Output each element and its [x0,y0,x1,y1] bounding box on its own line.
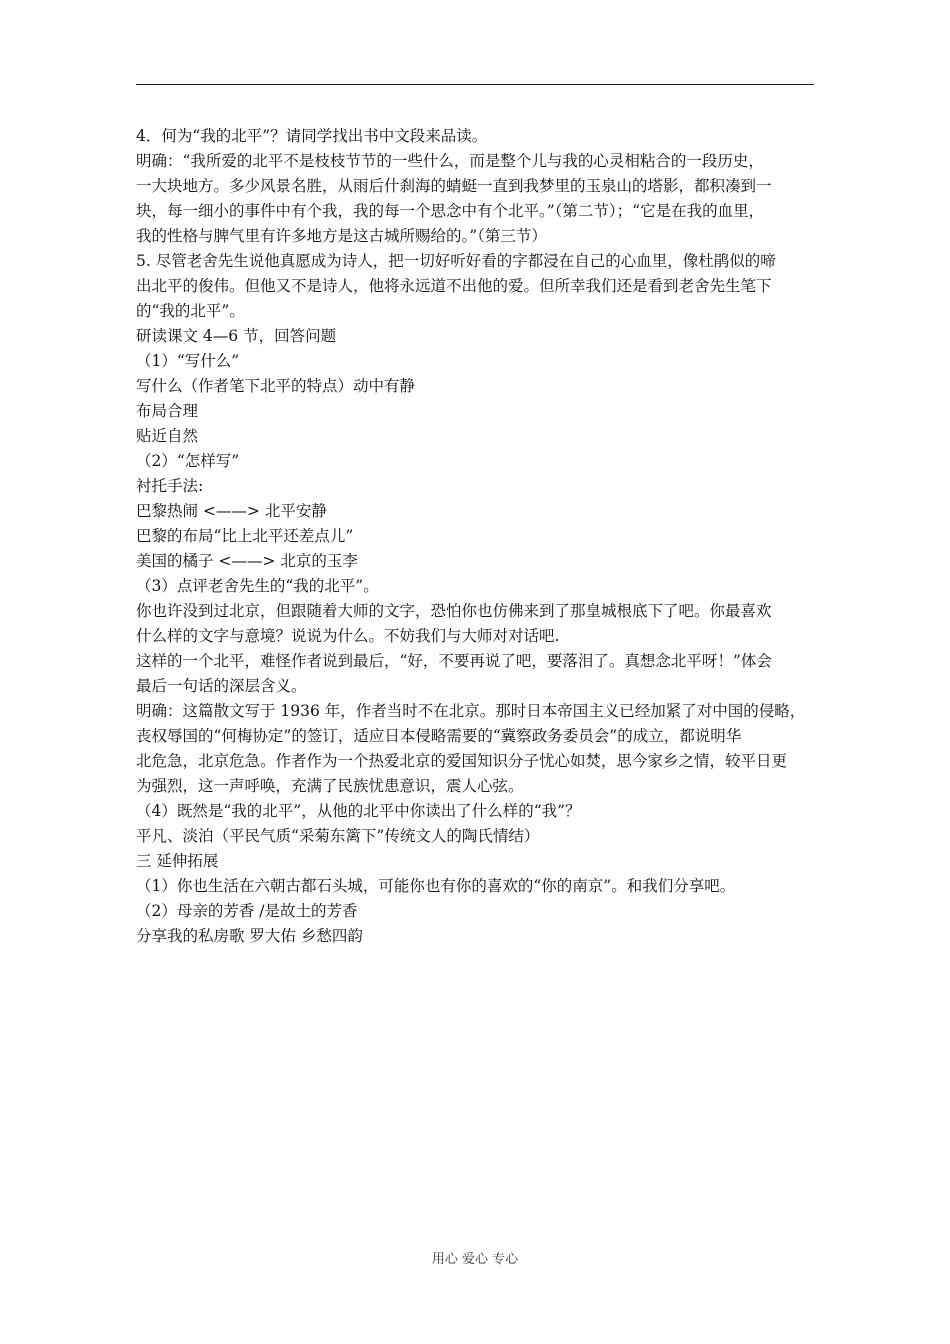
text-line: 巴黎热闹 <——> 北平安静 [136,502,327,520]
page-footer: 用心 爱心 专心 [431,1252,519,1267]
text-line: 最后一句话的深层含义。 [136,677,307,695]
text-line: 明确：这篇散文写于 1936 年，作者当时不在北京。那时日本帝国主义已经加紧了对中国的侵略， [136,702,806,720]
text-line: 衬托手法: [136,477,204,495]
header-rule [136,84,814,85]
text-line: 我的性格与脾气里有许多地方是这古城所赐给的。”（第三节） [136,227,547,245]
text-line: （1）你也生活在六朝古都石头城，可能你也有你的喜欢的“你的南京”。和我们分享吧。 [136,877,736,895]
text-line: （1）“写什么” [136,352,240,370]
text-line: 布局合理 [136,402,199,420]
text-line: 你也许没到过北京，但跟随着大师的文字，恐怕你也仿佛来到了那皇城根底下了吧。你最喜欢 [136,602,772,620]
text-line: 分享我的私房歌 罗大佑 乡愁四韵 [136,927,363,945]
text-line: （2）母亲的芳香 /是故土的芳香 [136,902,358,920]
text-line: 为强烈，这一声呼唤，充满了民族忧患意识，震人心弦。 [136,777,524,795]
text-line: 的“我的北平”。 [136,302,245,320]
text-line: 什么样的文字与意境？说说为什么。不妨我们与大师对对话吧. [136,627,560,645]
text-line: （2）“怎样写” [136,452,240,470]
text-line: 4．何为“我的北平”？请同学找出书中文段来品读。 [136,127,488,145]
text-line: 5. 尽管老舍先生说他真愿成为诗人，把一切好听好看的字都浸在自己的心血里，像杜鹃似的啼 [136,252,776,270]
text-line: （4）既然是“我的北平”，从他的北平中你读出了什么样的“我”？ [136,802,581,820]
text-line: 北危急，北京危急。作者作为一个热爱北京的爱国知识分子忧心如焚，思今家乡之情，较平日更 [136,752,788,770]
text-line: 贴近自然 [136,427,199,445]
text-line: 一大块地方。多少风景名胜，从雨后什刹海的蜻蜓一直到我梦里的玉泉山的塔影，都积凑到一 [136,177,772,195]
text-line: 巴黎的布局“比上北平还差点儿” [136,527,354,545]
text-line: 三 延伸拓展 [136,852,219,870]
text-line: 平凡、淡泊（平民气质“采菊东篱下”传统文人的陶氏情结） [136,827,540,845]
text-line: 这样的一个北平，难怪作者说到最后，“好，不要再说了吧，要落泪了。真想念北平呀！”体会 [136,652,772,670]
text-line: 研读课文 4—6 节，回答问题 [136,327,337,345]
text-line: 块，每一细小的事件中有个我，我的每一个思念中有个北平。”（第二节）；“它是在我的血里， [136,202,765,220]
text-line: 写什么（作者笔下北平的特点）动中有静 [136,377,416,395]
document-body [136,124,820,949]
text-line: 明确：“我所爱的北平不是枝枝节节的一些什么，而是整个儿与我的心灵相粘合的一段历史， [136,152,764,170]
text-line: （3）点评老舍先生的“我的北平”。 [136,577,379,595]
text-line: 丧权辱国的“何梅协定”的签订，适应日本侵略需要的“冀察政务委员会”的成立，都说明华 [136,727,742,745]
text-line: 美国的橘子 <——> 北京的玉李 [136,552,358,570]
text-line: 出北平的俊伟。但他又不是诗人，他将永远道不出他的爱。但所幸我们还是看到老舍先生笔下 [136,277,772,295]
